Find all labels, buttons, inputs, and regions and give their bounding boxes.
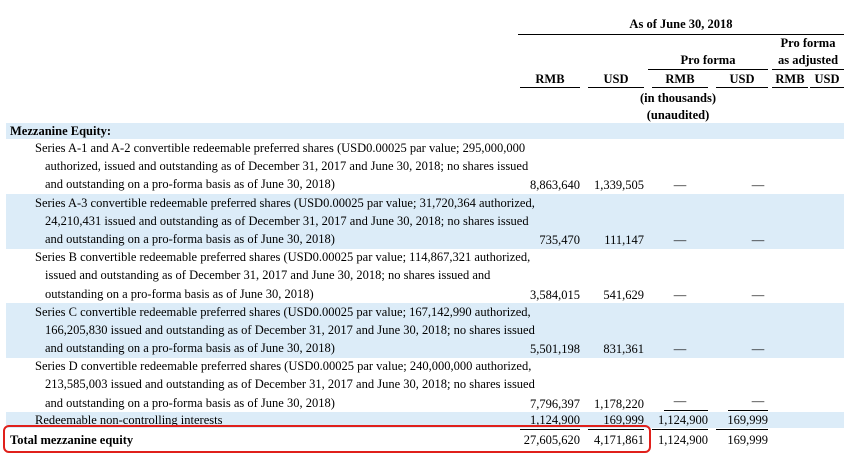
row-label-line: and outstanding on a pro-forma basis as of June 30, 2018) [45, 232, 335, 246]
header-pro-forma-adj-2: as adjusted [777, 53, 839, 67]
row-label-line: Series D convertible redeemable preferred shares (USD0.00025 par value; 240,000,000 authorized, [35, 359, 532, 373]
rule-pf-rmb-subtotal [664, 410, 708, 411]
row-label-line: outstanding on a pro-forma basis as of June 30, 2018) [45, 287, 314, 301]
rule-col-pf-rmb [652, 87, 708, 88]
highlight-box [3, 425, 651, 453]
col-header-pfa-usd: USD [814, 72, 840, 86]
value-pf-usd: — [751, 178, 765, 192]
value-pf-usd: — [751, 288, 765, 302]
rule-total-pf-usd [716, 429, 768, 430]
value-pf-usd: — [751, 233, 765, 247]
col-header-pf-rmb: RMB [665, 72, 695, 86]
value-rmb: 735,470 [539, 233, 580, 247]
nci-label: Redeemable non-controlling interests [35, 413, 223, 427]
value-usd: 541,629 [603, 288, 644, 302]
row-label-line: issued and outstanding as of December 31, 2017 and June 30, 2018; no shares issued and [45, 268, 491, 282]
total-usd: 4,171,861 [594, 433, 644, 447]
value-pf-rmb: — [673, 233, 687, 247]
value-rmb: 5,501,198 [530, 342, 580, 356]
header-unaudited: (unaudited) [646, 108, 710, 122]
row-label-line: and outstanding on a pro-forma basis as of June 30, 2018) [45, 341, 335, 355]
rule-pf-usd-subtotal [728, 410, 768, 411]
value-pf-usd: — [751, 342, 765, 356]
value-usd: 1,339,505 [594, 178, 644, 192]
row-label-line: 24,210,431 issued and outstanding as of December 31, 2017 and June 30, 2018; no shares issued [45, 214, 529, 228]
rule-col-usd [588, 87, 644, 88]
row-label-line: Series B convertible redeemable preferred shares (USD0.00025 par value; 114,867,321 authorized, [35, 250, 531, 264]
value-pf-rmb: — [673, 178, 687, 192]
value-rmb: 7,796,397 [530, 397, 580, 411]
value-usd: 1,178,220 [594, 397, 644, 411]
total-pf-usd: 169,999 [727, 433, 768, 447]
band-section [6, 123, 844, 139]
header-pro-forma-adj-1: Pro forma [780, 36, 836, 50]
value-rmb: 8,863,640 [530, 178, 580, 192]
row-label-line: and outstanding on a pro-forma basis as of June 30, 2018) [45, 177, 335, 191]
value-pf-usd: 169,999 [727, 413, 768, 427]
row-label-line: 166,205,830 issued and outstanding as of December 31, 2017 and June 30, 2018; no shares issued [45, 323, 535, 337]
total-pf-rmb: 1,124,900 [658, 433, 708, 447]
total-label: Total mezzanine equity [10, 433, 134, 447]
row-label-line: Series C convertible redeemable preferred shares (USD0.00025 par value; 167,142,990 authorized, [35, 305, 531, 319]
rule-total-pf-rmb [652, 429, 708, 430]
rule-pro-forma [648, 69, 768, 70]
col-header-pf-usd: USD [729, 72, 755, 86]
row-label-line: and outstanding on a pro-forma basis as of June 30, 2018) [45, 396, 335, 410]
header-pro-forma: Pro forma [680, 53, 736, 67]
value-pf-rmb: — [673, 342, 687, 356]
value-usd: 169,999 [603, 413, 644, 427]
value-pf-usd: — [751, 394, 765, 408]
col-header-rmb: RMB [535, 72, 565, 86]
total-rmb: 27,605,620 [523, 433, 580, 447]
rule-col-pfa-rmb [772, 87, 808, 88]
row-label-line: Series A-3 convertible redeemable preferred shares (USD0.00025 par value; 31,720,364 authorized, [35, 196, 535, 210]
value-pf-rmb: — [673, 394, 687, 408]
value-rmb: 1,124,900 [530, 413, 580, 427]
value-pf-rmb: 1,124,900 [658, 413, 708, 427]
rule-col-pf-usd [716, 87, 768, 88]
section-title: Mezzanine Equity: [10, 124, 112, 138]
value-usd: 111,147 [604, 233, 644, 247]
rule-col-pfa-usd [810, 87, 844, 88]
row-label-line: Series A-1 and A-2 convertible redeemable preferred shares (USD0.00025 par value; 295,000,000 [35, 141, 526, 155]
rule-pro-forma-adj [772, 69, 844, 70]
row-label-line: 213,585,003 issued and outstanding as of December 31, 2017 and June 30, 2018; no shares issued [45, 377, 535, 391]
value-pf-rmb: — [673, 288, 687, 302]
col-header-usd: USD [603, 72, 629, 86]
row-label-line: authorized, issued and outstanding as of December 31, 2017 and June 30, 2018; no shares issued [45, 159, 529, 173]
header-as-of: As of June 30, 2018 [629, 17, 733, 31]
value-rmb: 3,584,015 [530, 288, 580, 302]
rule-col-rmb [520, 87, 580, 88]
header-units: (in thousands) [639, 91, 717, 105]
col-header-pfa-rmb: RMB [775, 72, 805, 86]
value-usd: 831,361 [603, 342, 644, 356]
